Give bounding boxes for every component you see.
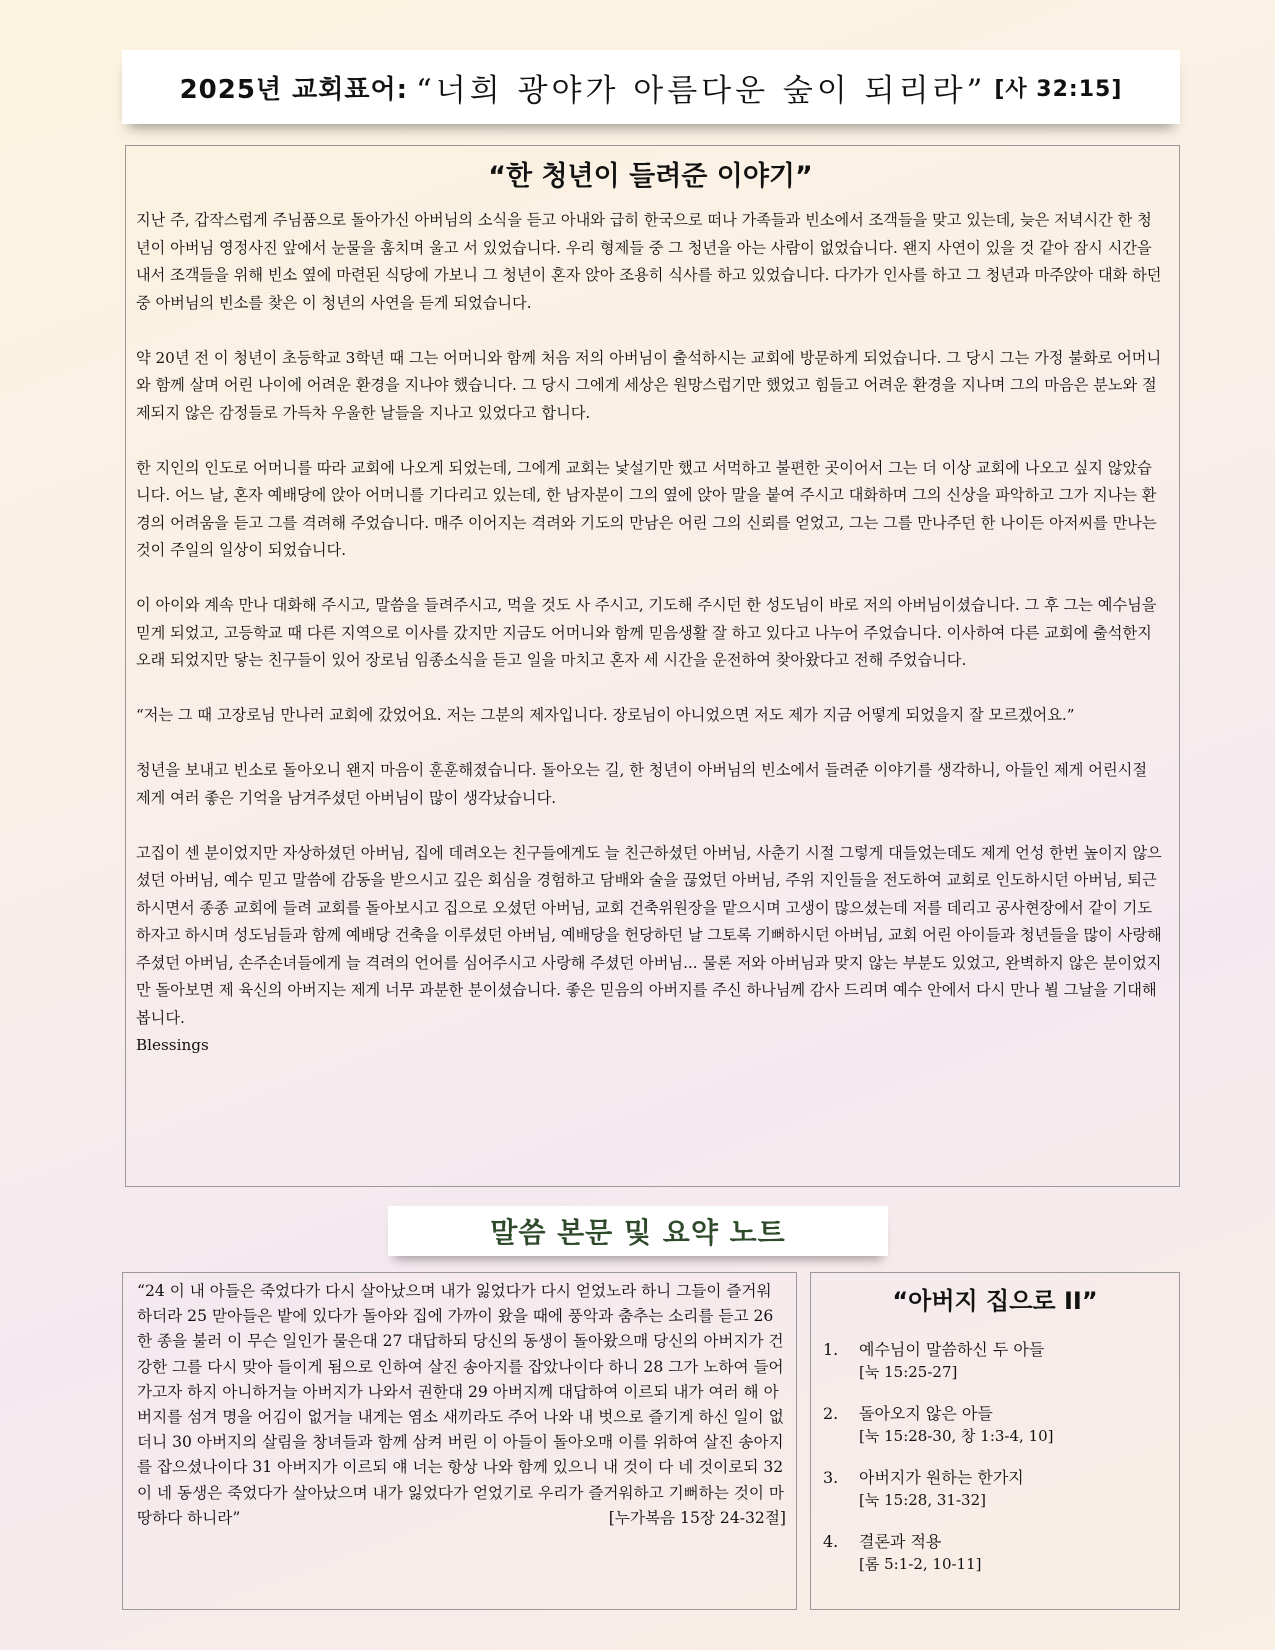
- outline-reference: [눅 15:25-27]: [859, 1363, 958, 1381]
- outline-number: 3.: [823, 1468, 839, 1487]
- story-quote: “저는 그 때 고장로님 만나러 교회에 갔었어요. 저는 그분의 제자입니다. 장로님이 아니었으면 저도 제가 지금 어떻게 되었을지 잘 모르겠어요.”: [136, 706, 1075, 724]
- sermon-title: “아버지 집으로 II”: [892, 1287, 1098, 1315]
- outline-reference: [롬 5:1-2, 10-11]: [859, 1555, 982, 1573]
- outline-text: 결론과 적용: [859, 1532, 942, 1551]
- outline-number: 2.: [823, 1404, 839, 1423]
- outline-item: [823, 1338, 1167, 1384]
- outline-list: [823, 1338, 1167, 1576]
- story-closing: Blessings: [136, 1036, 209, 1054]
- motto-banner: [122, 50, 1180, 124]
- scripture-passage: [137, 1279, 786, 1531]
- outline-text: 돌아오지 않은 아들: [859, 1404, 993, 1423]
- motto-text: “너희 광야가 아름다운 숲이 되리라”: [415, 72, 987, 109]
- outline-item: [823, 1402, 1167, 1448]
- outline-number: 4.: [823, 1532, 839, 1551]
- section-banner: [388, 1206, 888, 1256]
- outline-number: 1.: [823, 1340, 839, 1359]
- story-box: [125, 145, 1180, 1187]
- outline-item: [823, 1466, 1167, 1512]
- outline-reference: [눅 15:28-30, 창 1:3-4, 10]: [859, 1427, 1054, 1445]
- outline-reference: [눅 15:28, 31-32]: [859, 1491, 986, 1509]
- motto-reference: [사 32:15]: [994, 76, 1123, 102]
- story-paragraph: 이 아이와 계속 만나 대화해 주시고, 말씀을 들려주시고, 먹을 것도 사 주시고, 기도해 주시던 한 성도님이 바로 저의 아버님이셨습니다. 그 후 그는 예수님을 믿게 되었고, 고등학교 때 다른 지역으로 이사를 갔지만 지금도 어머니와 함께 믿음생활 잘 하고 있다고 나누어 주었습니다. 이사하여 다른 교회에 출석한지 오래 되었지만 닿는 친구들이 있어 장로님 임종소식을 듣고 일을 마치고 혼자 세 시간을 운전하여 찾아왔다고 전해 주었습니다.: [136, 596, 1157, 669]
- story-paragraph: 한 지인의 인도로 어머니를 따라 교회에 나오게 되었는데, 그에게 교회는 낯설기만 했고 서먹하고 불편한 곳이어서 그는 더 이상 교회에 나오고 싶지 않았습니다. 어느 날, 혼자 예배당에 앉아 어머니를 기다리고 있는데, 한 남자분이 그의 옆에 앉아 말을 붙여 주시고 대화하며 그의 신상을 파악하고 그가 지나는 환경의 어려움을 듣고 그를 격려해 주었습니다. 매주 이어지는 격려와 기도의 만남은 어린 그의 신뢰를 얻었고, 그는 그를 만나주던 한 나이든 아저씨를 만나는 것이 주일의 일상이 되었습니다.: [136, 458, 1157, 559]
- story-paragraph: 지난 주, 갑작스럽게 주님품으로 돌아가신 아버님의 소식을 듣고 아내와 급히 한국으로 떠나 가족들과 빈소에서 조객들을 맞고 있는데, 늦은 저녁시간 한 청년이 아버님 영정사진 앞에서 눈물을 훔치며 울고 서 있었습니다. 우리 형제들 중 그 청년을 아는 사람이 없었습니다. 왠지 사연이 있을 것 같아 잠시 시간을 내서 조객들을 위해 빈소 옆에 마련된 식당에 가보니 그 청년이 혼자 앉아 조용히 식사를 하고 있었습니다. 다가가 인사를 하고 그 청년과 마주앉아 대화 하던 중 아버님의 빈소를 찾은 이 청년의 사연을 듣게 되었습니다.: [136, 211, 1162, 312]
- scripture-text: “24 이 내 아들은 죽었다가 다시 살아났으며 내가 잃었다가 다시 얻었노라 하니 그들이 즐거워하더라 25 맏아들은 밭에 있다가 돌아와 집에 가까이 왔을 때에 풍악과 춤추는 소리를 듣고 26 한 종을 불러 이 무슨 일인가 물은대 27 대답하되 당신의 동생이 돌아왔으매 당신의 아버지가 건강한 그를 다시 맞아 들이게 됨으로 인하여 살진 송아지를 잡았나이다 하니 28 그가 노하여 들어가고자 하지 아니하거늘 아버지가 나와서 권한대 29 아버지께 대답하여 이르되 내가 여러 해 아버지를 섬겨 명을 어김이 없거늘 내게는 염소 새끼라도 주어 나와 내 벗으로 즐기게 하신 일이 없더니 30 아버지의 살림을 창녀들과 함께 삼켜 버린 이 아들이 돌아오매 이를 위하여 살진 송아지를 잡으셨나이다 31 아버지가 이르되 얘 너는 항상 나와 함께 있으니 내 것이 다 네 것이로되 32 이 네 동생은 죽었다가 살아났으며 내가 잃었다가 얻었기로 우리가 즐거워하고 기뻐하는 것이 마땅하다 하니라”: [137, 1282, 784, 1527]
- outline-text: 예수님이 말씀하신 두 아들: [859, 1340, 1045, 1359]
- story-title: “한 청년이 들려준 이야기”: [488, 161, 813, 192]
- story-paragraph: 청년을 보내고 빈소로 돌아오니 왠지 마음이 훈훈해졌습니다. 돌아오는 길, 한 청년이 아버님의 빈소에서 들려준 이야기를 생각하니, 아들인 제게 어린시절 제게 여러 좋은 기억을 남겨주셨던 아버님이 많이 생각났습니다.: [136, 761, 1147, 807]
- motto-year-label: 2025년 교회표어:: [179, 74, 408, 105]
- story-paragraph: 고집이 센 분이었지만 자상하셨던 아버님, 집에 데려오는 친구들에게도 늘 친근하셨던 아버님, 사춘기 시절 그렇게 대들었는데도 제게 언성 한번 높이지 않으셨던 아버님, 예수 믿고 말씀에 감동을 받으시고 깊은 회심을 경험하고 담배와 술을 끊었던 아버님, 주위 지인들을 전도하여 교회로 인도하시던 아버님, 퇴근하시면서 종종 교회에 들려 교회를 돌아보시고 집으로 오셨던 아버님, 교회 건축위원장을 맡으시며 고생이 많으셨는데 저를 데리고 공사현장에서 같이 기도하자고 하시며 성도님들과 함께 예배당 건축을 이루셨던 아버님, 예배당을 헌당하던 날 그토록 기뻐하시던 아버님, 교회 어린 아이들과 청년들을 많이 사랑해 주셨던 아버님, 손주손녀들에게 늘 격려의 언어를 심어주시고 사랑해 주셨던 아버님... 물론 저와 아버님과 맞지 않는 부분도 있었고, 완벽하지 않은 분이었지만 돌아보면 제 육신의 아버지는 제게 너무 과분한 분이셨습니다. 좋은 믿음의 아버지를 주신 하나님께 감사 드리며 예수 안에서 다시 만나 뵐 그날을 기대해 봅니다.: [136, 843, 1162, 1027]
- section-title: 말씀 본문 및 요약 노트: [490, 1216, 786, 1249]
- outline-item: [823, 1530, 1167, 1576]
- scripture-reference: [누가복음 15장 24-32절]: [608, 1508, 786, 1527]
- scripture-box: [122, 1272, 797, 1610]
- story-paragraph: 약 20년 전 이 청년이 초등학교 3학년 때 그는 어머니와 함께 처음 저의 아버님이 출석하시는 교회에 방문하게 되었습니다. 그 당시 그는 가정 불화로 어머니와 함께 살며 어린 나이에 어려운 환경을 지나야 했습니다. 그 당시 그에게 세상은 원망스럽기만 했었고 힘들고 어려운 환경을 지나며 그의 마음은 분노와 절제되지 않은 감정들로 가득차 우울한 날들을 지나고 있었다고 합니다.: [136, 348, 1162, 422]
- sermon-outline-box: [810, 1272, 1180, 1610]
- outline-text: 아버지가 원하는 한가지: [859, 1468, 1024, 1487]
